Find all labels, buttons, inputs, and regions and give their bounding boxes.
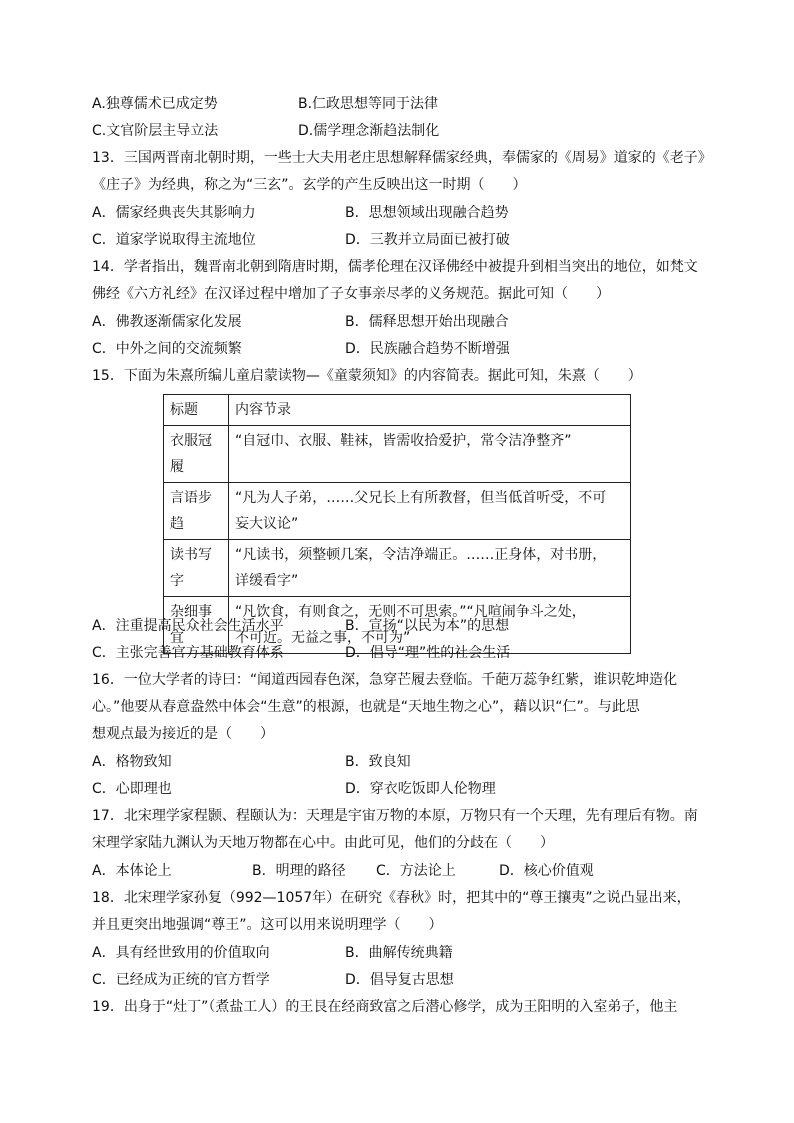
q13-option-b[interactable]: B．思想领域出现融合趋势 — [345, 205, 509, 221]
q13-option-a[interactable]: A．儒家经典丧失其影响力 — [92, 205, 256, 221]
q15-stem-line1: 15．下面为朱熹所编儿童启蒙读物—《童蒙须知》的内容简表。据此可知，朱熹（ ） — [92, 368, 642, 384]
q12-option-b[interactable]: B.仁政思想等同于法律 — [298, 96, 439, 112]
table-header-content: 内容节录 — [229, 395, 631, 426]
q13-option-c[interactable]: C．道家学说取得主流地位 — [92, 232, 256, 248]
q17-stem-line2: 宋理学家陆九渊认为天地万物都在心中。由此可见，他们的分歧在（ ） — [92, 835, 554, 851]
q13-stem-line1: 13．三国两晋南北朝时期，一些士大夫用老庄思想解释儒家经典，奉儒家的《周易》道家的《老子》 — [92, 150, 712, 166]
table-cell-title: 言语步趋 — [164, 483, 229, 540]
q13-stem-line2: 《庄子》为经典，称之为“三玄”。玄学的产生反映出这一时期（ ） — [92, 177, 527, 193]
q15-option-a[interactable]: A．注重提高民众社会生活水平 — [92, 618, 284, 634]
table-cell-text: “凡饮食，有则食之，无则不可思索。”“凡喧闹争斗之处， — [235, 604, 586, 620]
q12-option-c[interactable]: C.文官阶层主导立法 — [92, 123, 219, 139]
table-cell-text: 不可近。无益之事，不可为” — [235, 630, 411, 646]
q14-stem-line1: 14．学者指出，魏晋南北朝到隋唐时期，儒孝伦理在汉译佛经中被提升到相当突出的地位，如梵文 — [92, 259, 698, 275]
q16-stem-line3: 想观点最为接近的是（ ） — [92, 726, 274, 742]
table-row — [164, 426, 631, 483]
q18-stem-line1: 18．北宋理学家孙复（992—1057年）在研究《春秋》时，把其中的“尊王攘夷”之说凸显出来， — [92, 890, 691, 906]
table-cell-content — [229, 483, 631, 540]
q18-option-b[interactable]: B．曲解传统典籍 — [345, 945, 453, 961]
q13-option-d[interactable]: D．三教并立局面已被打破 — [345, 232, 510, 248]
table-header-title: 标题 — [164, 395, 229, 426]
table-cell-text: 详缓看字” — [235, 573, 299, 589]
q12-option-d[interactable]: D.儒学理念渐趋法制化 — [298, 123, 440, 139]
table-cell-text: “凡读书，须整顿几案，令洁净端正。……正身体，对书册， — [235, 547, 607, 563]
q14-option-d[interactable]: D．民族融合趋势不断增强 — [345, 341, 510, 357]
table-cell-title: 读书写字 — [164, 540, 229, 597]
q17-option-d[interactable]: D．核心价值观 — [499, 863, 594, 879]
table-row — [164, 483, 631, 540]
q17-option-b[interactable]: B．明理的路径 — [252, 863, 346, 879]
table-header-row — [164, 395, 631, 426]
q18-option-d[interactable]: D．倡导复古思想 — [345, 972, 454, 988]
table-cell-title: 杂细事宜 — [164, 597, 229, 654]
table-cell-text: 妄大议论” — [235, 516, 299, 532]
q16-option-a[interactable]: A．格物致知 — [92, 754, 172, 770]
q18-stem-line2: 并且更突出地强调“尊王”。这可以用来说明理学（ ） — [92, 917, 443, 933]
q14-stem-line2: 佛经《六方礼经》在汉译过程中增加了子女事亲尽孝的义务规范。据此可知（ ） — [92, 286, 610, 302]
q14-option-c[interactable]: C．中外之间的交流频繁 — [92, 341, 242, 357]
q17-option-c[interactable]: C．方法论上 — [376, 863, 456, 879]
q14-option-b[interactable]: B．儒释思想开始出现融合 — [345, 314, 509, 330]
q15-table — [163, 394, 631, 654]
q16-option-c[interactable]: C．心即理也 — [92, 781, 172, 797]
q17-option-a[interactable]: A．本体论上 — [92, 863, 172, 879]
table-cell-content — [229, 540, 631, 597]
table-row — [164, 540, 631, 597]
table-cell-title: 衣服冠履 — [164, 426, 229, 483]
q17-stem-line1: 17．北宋理学家程颢、程颐认为：天理是宇宙万物的本原，万物只有一个天理，先有理后有物。南 — [92, 808, 698, 824]
q12-option-a[interactable]: A.独尊儒术已成定势 — [92, 96, 218, 112]
q15-option-c[interactable]: C．主张完善官方基础教育体系 — [92, 645, 284, 661]
q16-stem-line2: 心。”他要从春意盎然中体会“生意”的根源，也就是“天地生物之心”，藉以识“仁”。与此思 — [92, 699, 640, 715]
q14-option-a[interactable]: A．佛教逐渐儒家化发展 — [92, 314, 242, 330]
q18-option-c[interactable]: C．已经成为正统的官方哲学 — [92, 972, 270, 988]
q16-option-d[interactable]: D．穿衣吃饭即人伦物理 — [345, 781, 496, 797]
table-cell-content — [229, 426, 631, 483]
q15-option-d[interactable]: D．倡导“理”性的社会生活 — [345, 645, 511, 661]
table-cell-text: “凡为人子弟，……父兄长上有所教督，但当低首听受，不可 — [235, 490, 607, 506]
q19-stem-line1: 19．出身于“灶丁”（煮盐工人）的王艮在经商致富之后潜心修学，成为王阳明的入室弟子，他主 — [92, 999, 678, 1015]
table-cell-text: “自冠巾、衣服、鞋袜，皆需收拾爱护，常令洁净整齐” — [235, 433, 572, 449]
q18-option-a[interactable]: A．具有经世致用的价值取向 — [92, 945, 270, 961]
q16-stem-line1: 16．一位大学者的诗曰：“闻道西园春色深，急穿芒履去登临。千葩万蕊争红紫，谁识乾坤造化 — [92, 672, 678, 688]
q16-option-b[interactable]: B．致良知 — [345, 754, 411, 770]
q15-option-b[interactable]: B．宣扬“以民为本”的思想 — [345, 618, 510, 634]
